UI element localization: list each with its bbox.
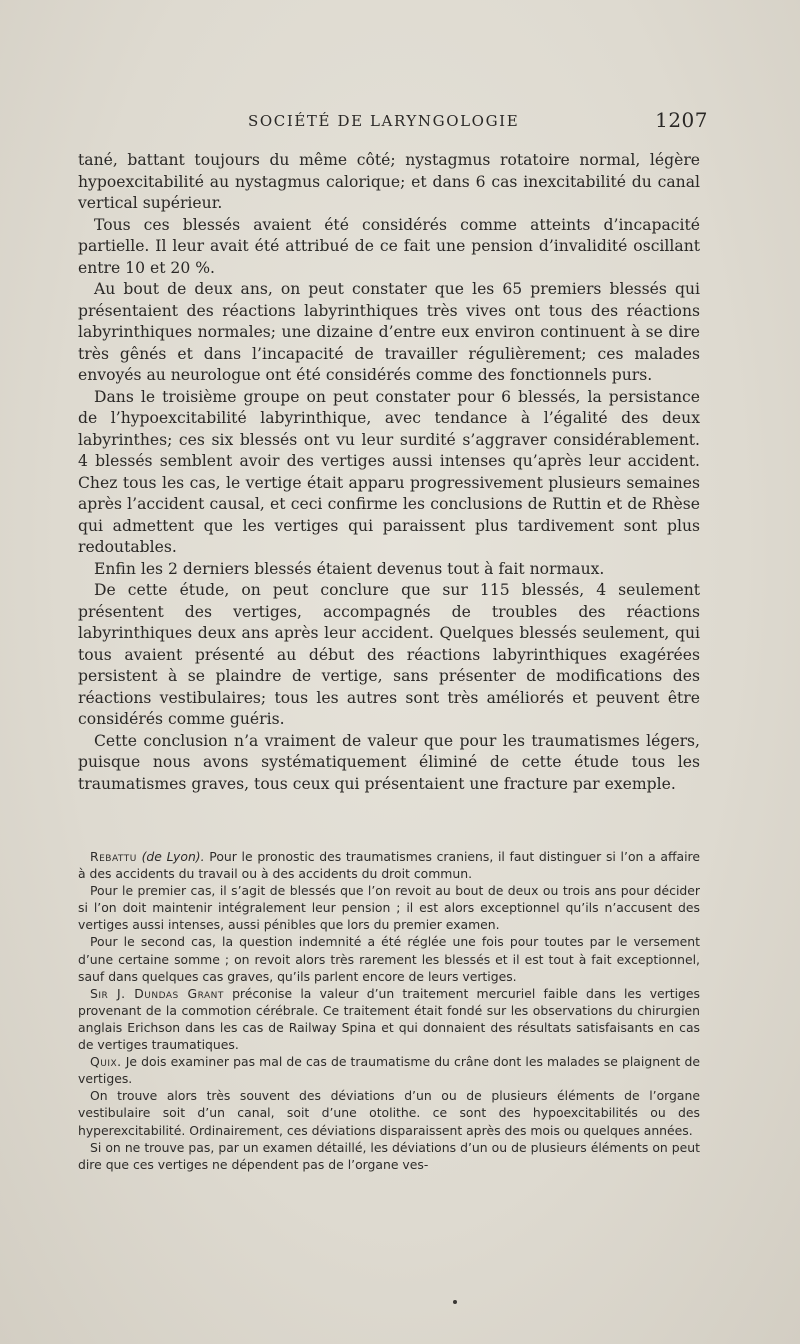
discussion-paragraph: Si on ne trouve pas, par un examen détaillé, les déviations d’un ou de plusieurs éléments on peut dire que ces vertiges ne dépendent pas de l’organe ves-	[78, 1139, 700, 1172]
running-title: SOCIÉTÉ DE LARYNGOLOGIE	[248, 112, 520, 130]
discussion-section	[78, 848, 700, 1173]
page-number: 1207	[655, 108, 708, 132]
discussion-text: Pour le pronostic des traumatismes craniens, il faut distinguer si l’on a affaire à des accidents du travail ou à des accidents du droit commun.	[78, 849, 700, 882]
speaker-origin: (de Lyon).	[141, 849, 205, 864]
main-text	[78, 150, 700, 795]
paragraph: Tous ces blessés avaient été considérés comme atteints d’incapacité partielle. Il leur avait été attribué de ce fait une pension d’invalidité oscillant entre 10 et 20 %.	[78, 215, 700, 277]
discussion-text: préconise la valeur d’un traitement mercuriel faible dans les vertiges provenant de la commotion cérébrale. Ce traitement était fondé sur les observations du chirurgien anglais Erichson dans les cas de Railway Spina et qui donnaient des résultats satisfaisants en cas de vertiges traumatiques.	[78, 985, 700, 1053]
paragraph: tané, battant toujours du même côté; nystagmus rotatoire normal, légère hypoexcitabilité au nystagmus calorique; et dans 6 cas inexcitabilité du canal vertical supérieur.	[78, 151, 700, 212]
discussion-paragraph: Pour le premier cas, il s’agit de blessés que l’on revoit au bout de deux ou trois ans pour décider si l’on doit maintenir intégralement leur pension ; il est alors exceptionnel qu’ils n’accusent des vertiges aussi intenses, aussi pénibles que lors du premier examen.	[78, 883, 700, 933]
paragraph: Cette conclusion n’a vraiment de valeur que pour les traumatismes légers, puisque nous avons systématiquement éliminé de cette étude tous les traumatismes graves, tous ceux qui présentaient une fracture par exemple.	[78, 731, 700, 793]
speaker-name: Quix.	[90, 1054, 122, 1070]
speaker-name: Rebattu	[90, 849, 137, 864]
ink-speck	[453, 1300, 457, 1304]
discussion-paragraph	[78, 985, 700, 1053]
paragraph: Au bout de deux ans, on peut constater que les 65 premiers blessés qui présentaient des réactions labyrinthiques très vives ont tous des réactions labyrinthiques normales; une dizaine d’entre eux environ continuent à se dire très gênés et dans l’incapacité de travailler régulièrement; ces malades envoyés au neurologue ont été considérés comme des fonctionnels purs.	[78, 280, 700, 384]
speaker-name: Sir J. Dundas Grant	[90, 985, 224, 1001]
paragraph: Enfin les 2 derniers blessés étaient devenus tout à fait normaux.	[94, 559, 605, 578]
discussion-paragraph	[78, 1053, 700, 1087]
discussion-paragraph: Pour le second cas, la question indemnité a été réglée une fois pour toutes par le versement d’une certaine somme ; on revoit alors très rarement les blessés et il est tout à fait exceptionnel, sauf dans quelques cas graves, qu’ils parlent encore de leurs vertiges.	[78, 934, 700, 984]
discussion-paragraph	[78, 848, 700, 882]
paragraph: De cette étude, on peut conclure que sur 115 blessés, 4 seulement présentent des vertiges, accompagnés de troubles des réactions labyrinthiques deux ans après leur accident. Quelques blessés seulement, qui tous avaient présenté au début des réactions labyrinthiques exagérées persistent à se plaindre de vertige, sans présenter de modifications des réactions vestibulaires; tous les autres sont très améliorés et peuvent être considérés comme guéris.	[78, 581, 700, 728]
discussion-paragraph: On trouve alors très souvent des déviations d’un ou de plusieurs éléments de l’organe vestibulaire soit d’un canal, soit d’une otolithe. ce sont des hypoexcitabilités ou des hyperexcitabilité. Ordinairement, ces déviations disparaissent après des mois ou quelques années.	[78, 1088, 700, 1138]
paragraph: Dans le troisième groupe on peut constater pour 6 blessés, la persistance de l’hypoexcitabilité labyrinthique, avec tendance à l’égalité des deux labyrinthes; ces six blessés ont vu leur surdité s’aggraver considérablement. 4 blessés semblent avoir des vertiges aussi intenses qu’après leur accident. Chez tous les cas, le vertige était apparu progressivement plusieurs semaines après l’accident causal, et ceci confirme les conclusions de Ruttin et de Rhèse qui admettent que les vertiges qui paraissent plus tardivement sont plus redoutables.	[78, 387, 700, 556]
discussion-text: Je dois examiner pas mal de cas de traumatisme du crâne dont les malades se plaignent de vertiges.	[78, 1054, 700, 1087]
page-header	[78, 108, 708, 138]
